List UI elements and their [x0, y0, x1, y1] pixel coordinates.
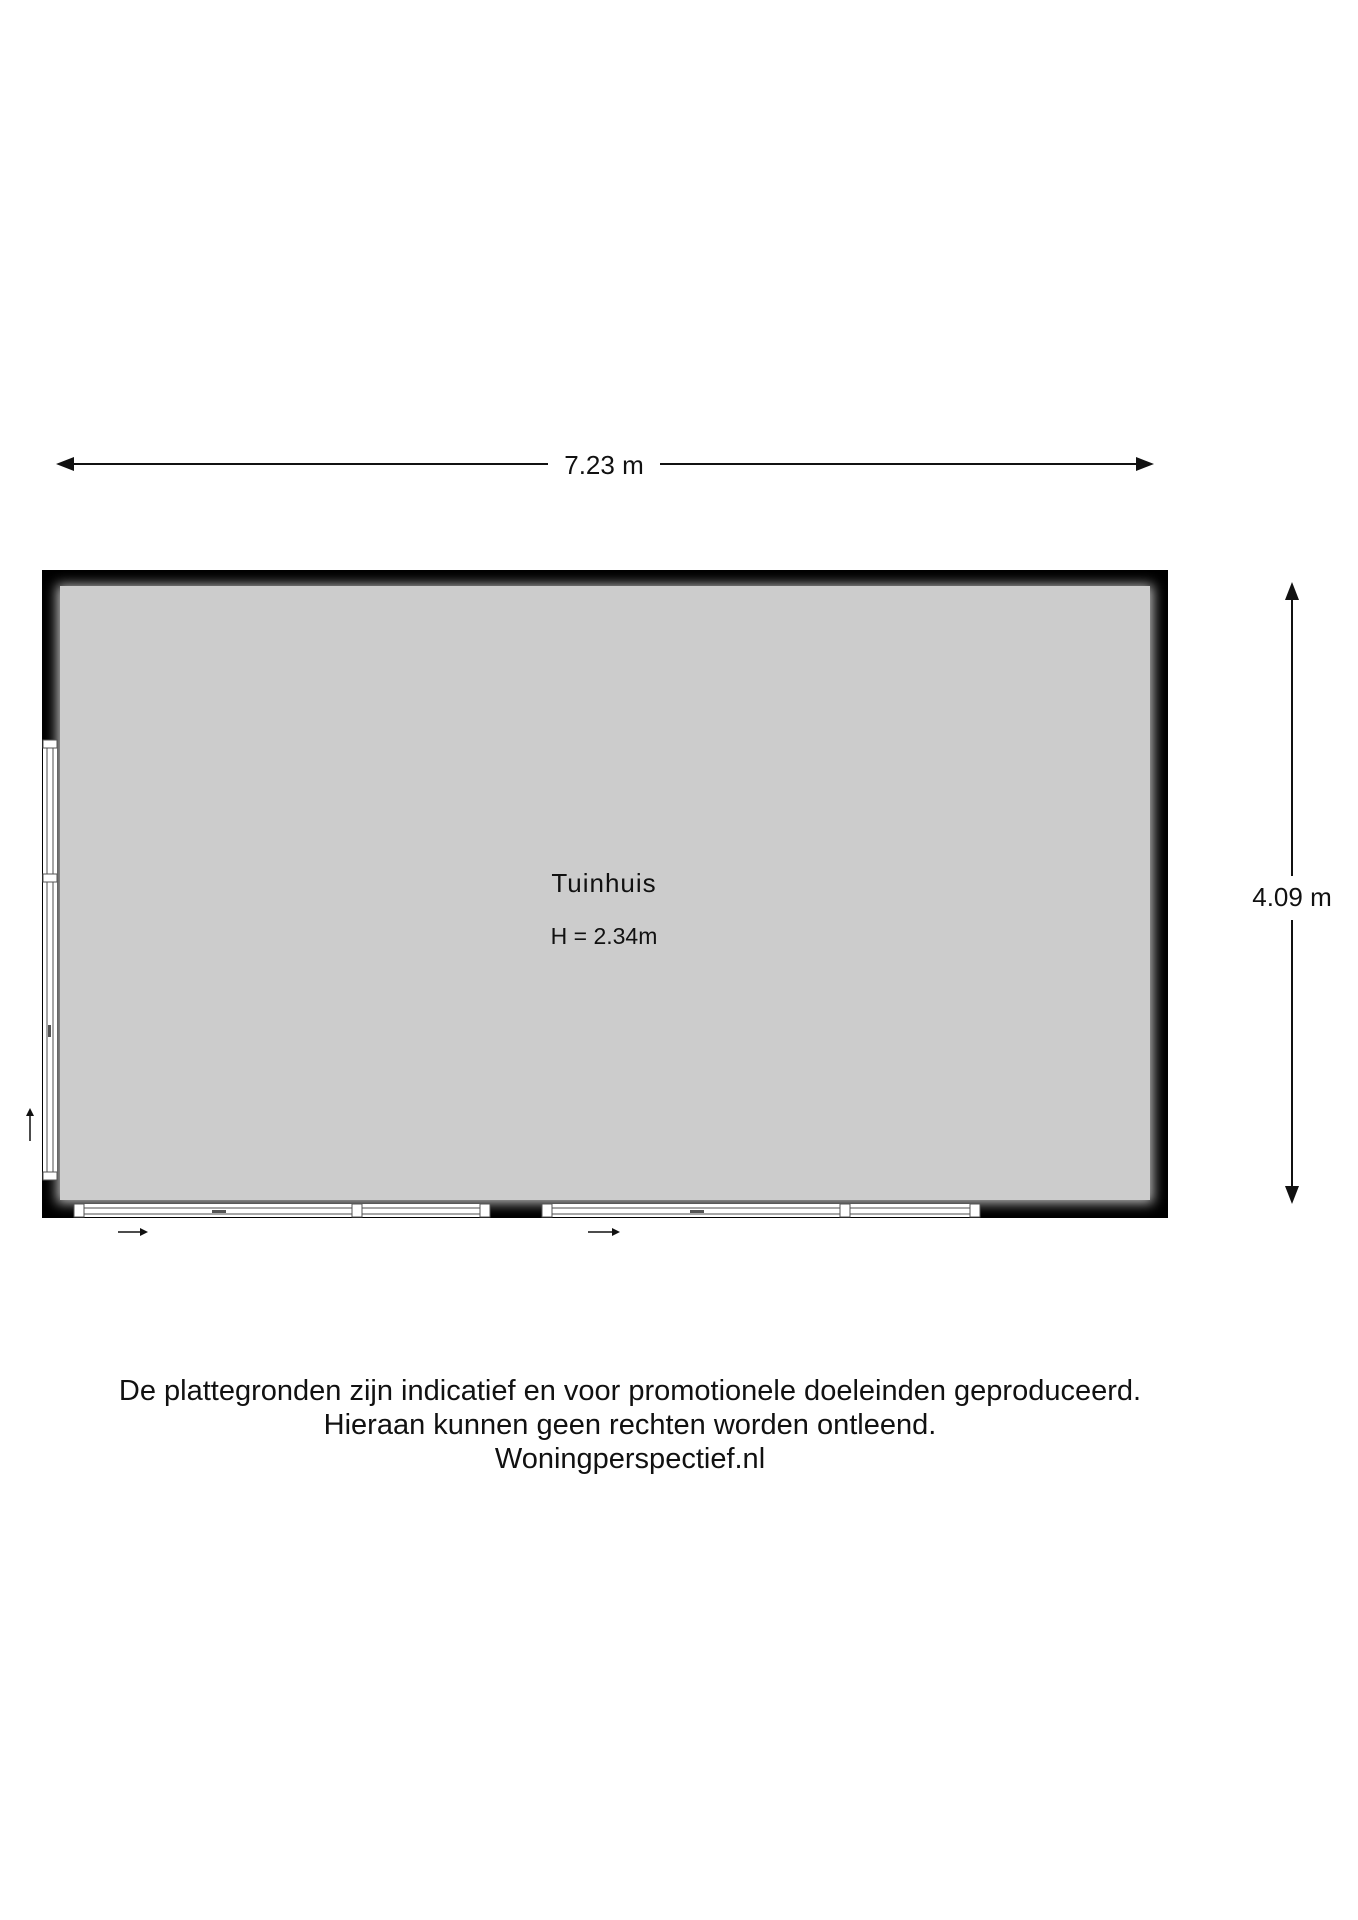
arrow-left-icon [56, 457, 74, 471]
arrow-down-icon [1285, 1186, 1299, 1204]
disclaimer-line-3: Woningperspectief.nl [494, 1443, 766, 1475]
depth-dimension [1252, 582, 1332, 1204]
depth-label: 4.09 m [1252, 882, 1332, 912]
arrow-up-icon [1285, 582, 1299, 600]
left-wall-openings [26, 740, 57, 1180]
disclaimer-line-1: De plattegronden zijn indicatief en voor promotionele doeleinden geproduceerd. [118, 1375, 1142, 1407]
width-label: 7.23 m [564, 450, 644, 480]
room-height: H = 2.34m [550, 923, 658, 949]
disclaimer-line-2: Hieraan kunnen geen rechten worden ontleend. [323, 1409, 937, 1441]
arrow-right-icon [1136, 457, 1154, 471]
room-name: Tuinhuis [551, 868, 657, 898]
width-dimension [56, 450, 1154, 480]
